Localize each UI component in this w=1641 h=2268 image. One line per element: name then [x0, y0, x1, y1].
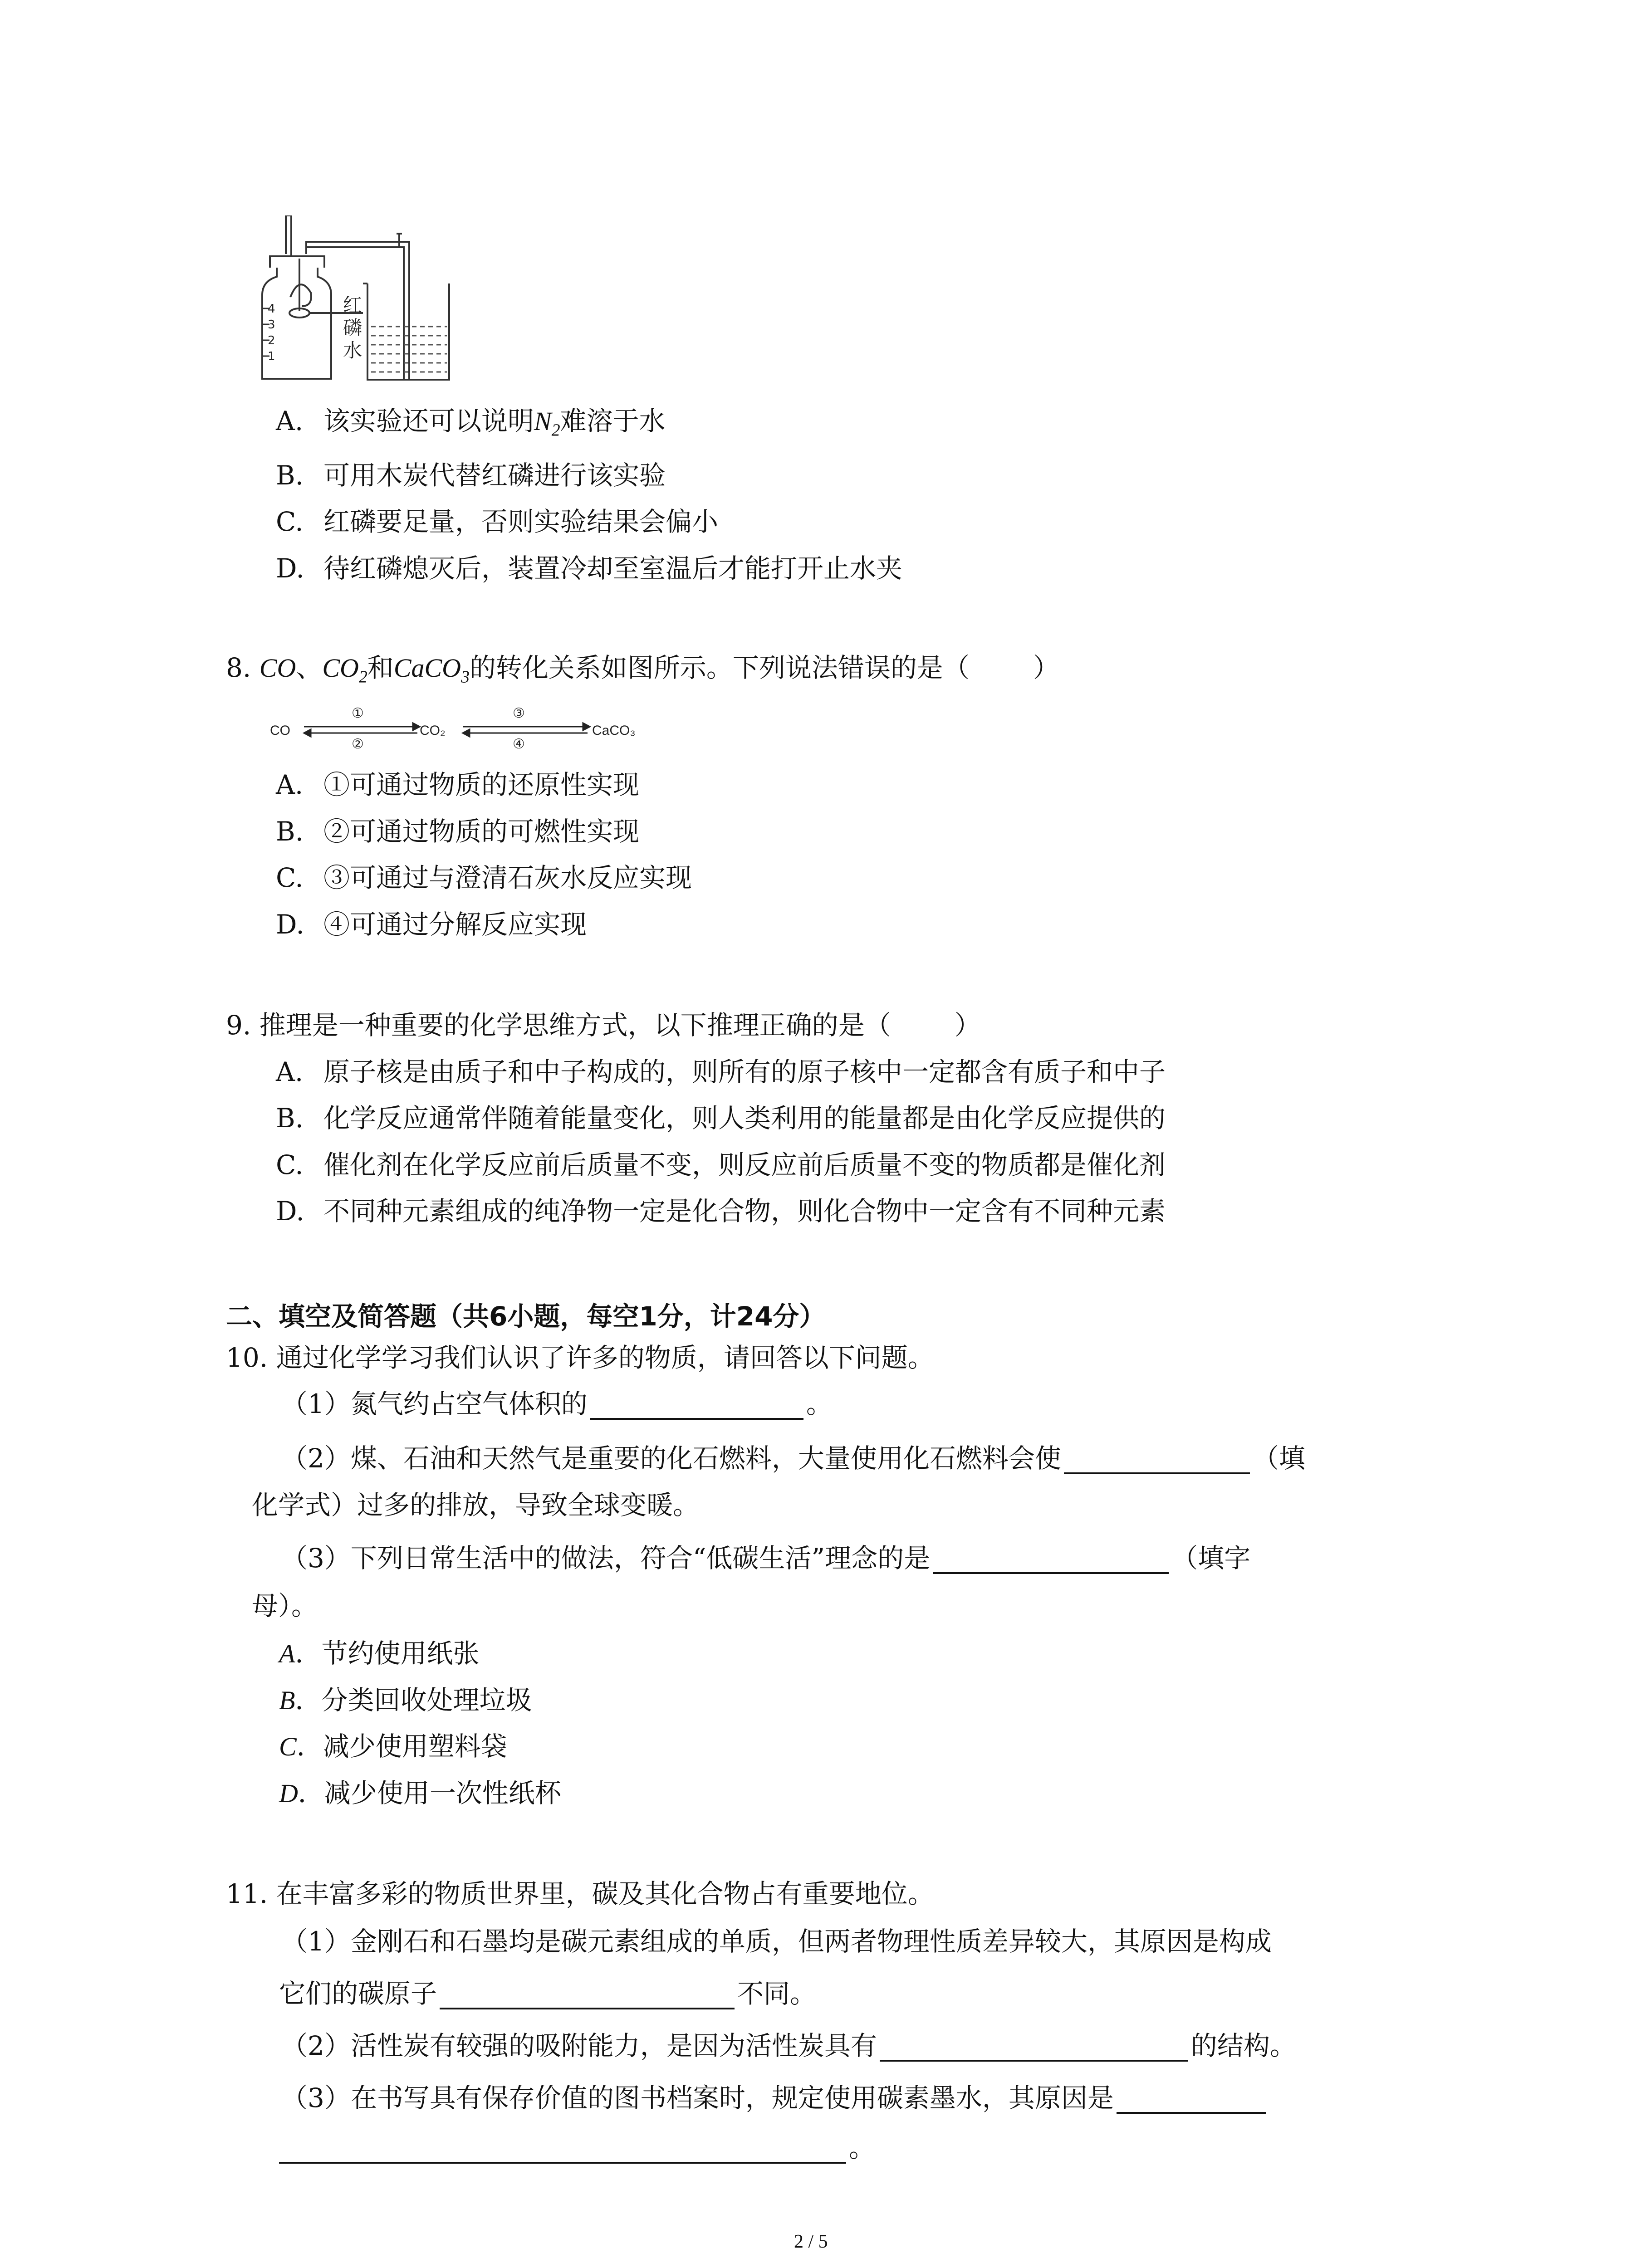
n2-formula: $N_2$: [534, 406, 560, 440]
q8-option-c: [276, 862, 692, 894]
option-letter: A.: [276, 1056, 304, 1087]
question-number: 9.: [226, 1010, 251, 1041]
option-text: 催化剂在化学反应前后质量不变，则反应前后质量不变的物质都是催化剂: [323, 1149, 1166, 1180]
option-text: ④可通过分解反应实现: [323, 909, 587, 940]
q10-choice-d: D．减少使用一次性纸杯: [279, 1778, 561, 1809]
q11-part-1-line-1: （1）金刚石和石墨均是碳元素组成的单质，但两者物理性质差异较大，其原因是构成: [281, 1926, 1272, 1957]
option-letter: B.: [276, 1103, 304, 1134]
q10-stem: 10. 通过化学学习我们认识了许多的物质，请回答以下问题。: [226, 1342, 934, 1373]
diagram-step-1: ①: [352, 706, 364, 721]
diagram-step-3: ③: [513, 706, 525, 721]
q10-choice-b: B．分类回收处理垃圾: [279, 1685, 532, 1716]
co2-formula: $CO_2$: [322, 653, 367, 687]
section-heading: 二、填空及简答题（共6小题，每空1分，计24分）: [226, 1301, 826, 1332]
q11-part-3: （3）在书写具有保存价值的图书档案时，规定使用碳素墨水，其原因是: [281, 2082, 1269, 2114]
option-text: 不同种元素组成的纯净物一定是化合物，则化合物中一定含有不同种元素: [323, 1196, 1166, 1227]
q10-part-2: （2）煤、石油和天然气是重要的化石燃料，大量使用化石燃料会使 （填: [281, 1443, 1305, 1474]
q10-choice-c: C．减少使用塑料袋: [279, 1731, 507, 1762]
option-letter: A.: [276, 406, 304, 436]
option-text: 原子核是由质子和中子构成的，则所有的原子核中一定都含有质子和中子: [323, 1056, 1166, 1087]
q8-option-a: [276, 769, 639, 801]
q11-part-3-line-2: 。: [279, 2132, 875, 2164]
option-letter: D.: [276, 909, 304, 940]
option-letter: D.: [276, 1196, 304, 1227]
answer-blank[interactable]: [933, 1549, 1169, 1574]
option-text: 待红磷熄灭后，装置冷却至室温后才能打开止水夹: [323, 553, 903, 584]
q10-part-1: （1）氮气约占空气体积的 。: [281, 1388, 833, 1419]
q10-choice-a: A．节约使用纸张: [279, 1638, 480, 1669]
answer-blank[interactable]: [590, 1394, 803, 1420]
option-letter: B.: [276, 816, 304, 847]
q9-stem: 9. 推理是一种重要的化学思维方式，以下推理正确的是（ ）: [226, 1010, 981, 1041]
diagram-caco3: CaCO₃: [592, 723, 636, 738]
q7-option-c: [276, 506, 718, 538]
question-number: 11.: [226, 1878, 268, 1909]
option-text: 可用木炭代替红磷进行该实验: [323, 460, 666, 491]
question-number: 8.: [226, 652, 251, 683]
apparatus-figure: [254, 215, 467, 383]
caco3-formula: CaCO$_3$: [393, 653, 470, 687]
answer-blank[interactable]: [279, 2138, 846, 2164]
diagram-step-4: ④: [513, 737, 525, 748]
q9-option-c: [276, 1149, 1166, 1181]
option-text: 难溶于水: [560, 406, 666, 436]
q7-option-b: [276, 459, 666, 491]
question-number: 10.: [226, 1342, 268, 1373]
q9-option-b: [276, 1102, 1166, 1134]
option-letter: D.: [276, 553, 304, 584]
option-text: ①可通过物质的还原性实现: [323, 769, 640, 800]
conversion-diagram: [270, 703, 669, 748]
option-letter: C.: [276, 1149, 304, 1180]
diagram-step-2: ②: [352, 737, 364, 748]
co-formula: CO: [259, 653, 296, 683]
option-letter: C.: [276, 506, 304, 537]
q11-part-1-line-2: 它们的碳原子 不同。: [279, 1978, 817, 2009]
q8-option-d: [276, 909, 587, 940]
answer-blank[interactable]: [440, 1984, 735, 2009]
q8-stem: 8. CO、$CO_2$和CaCO$_3$的转化关系如图所示。下列说法错误的是（ ）: [226, 652, 1059, 687]
option-text: ②可通过物质的可燃性实现: [323, 816, 640, 847]
answer-blank[interactable]: [1064, 1449, 1250, 1474]
option-letter: A.: [276, 769, 304, 800]
label-phosphorus: 磷: [343, 317, 362, 339]
page-number: 2 / 5: [794, 2231, 828, 2252]
scale-mark-1: 1: [268, 350, 275, 363]
option-text: 红磷要足量，否则实验结果会偏小: [323, 506, 719, 537]
scale-mark-2: 2: [268, 334, 275, 347]
label-red: 红: [343, 294, 362, 316]
option-text: 该实验还可以说明: [323, 406, 534, 436]
option-text: 化学反应通常伴随着能量变化，则人类利用的能量都是由化学反应提供的: [323, 1103, 1166, 1134]
diagram-co: CO: [270, 723, 290, 738]
scale-mark-3: 3: [268, 318, 275, 332]
option-text: ③可通过与澄清石灰水反应实现: [323, 862, 692, 893]
q10-part-2-line-2: 化学式）过多的排放，导致全球变暖。: [252, 1490, 700, 1520]
q9-option-a: [276, 1056, 1166, 1088]
diagram-co2: CO₂: [420, 723, 446, 738]
q9-option-d: [276, 1195, 1166, 1227]
q8-option-b: [276, 816, 639, 847]
answer-blank[interactable]: [880, 2036, 1188, 2062]
scale-mark-4: 4: [268, 302, 275, 316]
label-water: 水: [343, 339, 362, 362]
q11-part-2: （2）活性炭有较强的吸附能力，是因为活性炭具有 的结构。: [281, 2030, 1296, 2061]
q10-part-3-line-2: 母）。: [252, 1590, 318, 1621]
q7-option-a: [276, 405, 666, 446]
apparatus-drawing: [254, 215, 467, 383]
q7-option-d: [276, 552, 902, 584]
option-letter: B.: [276, 460, 304, 491]
q10-part-3: （3）下列日常生活中的做法，符合“低碳生活”理念的是 （填字: [281, 1543, 1251, 1574]
q11-stem: 11. 在丰富多彩的物质世界里，碳及其化合物占有重要地位。: [226, 1878, 934, 1909]
answer-blank[interactable]: [1117, 2088, 1266, 2114]
option-letter: C.: [276, 862, 304, 893]
